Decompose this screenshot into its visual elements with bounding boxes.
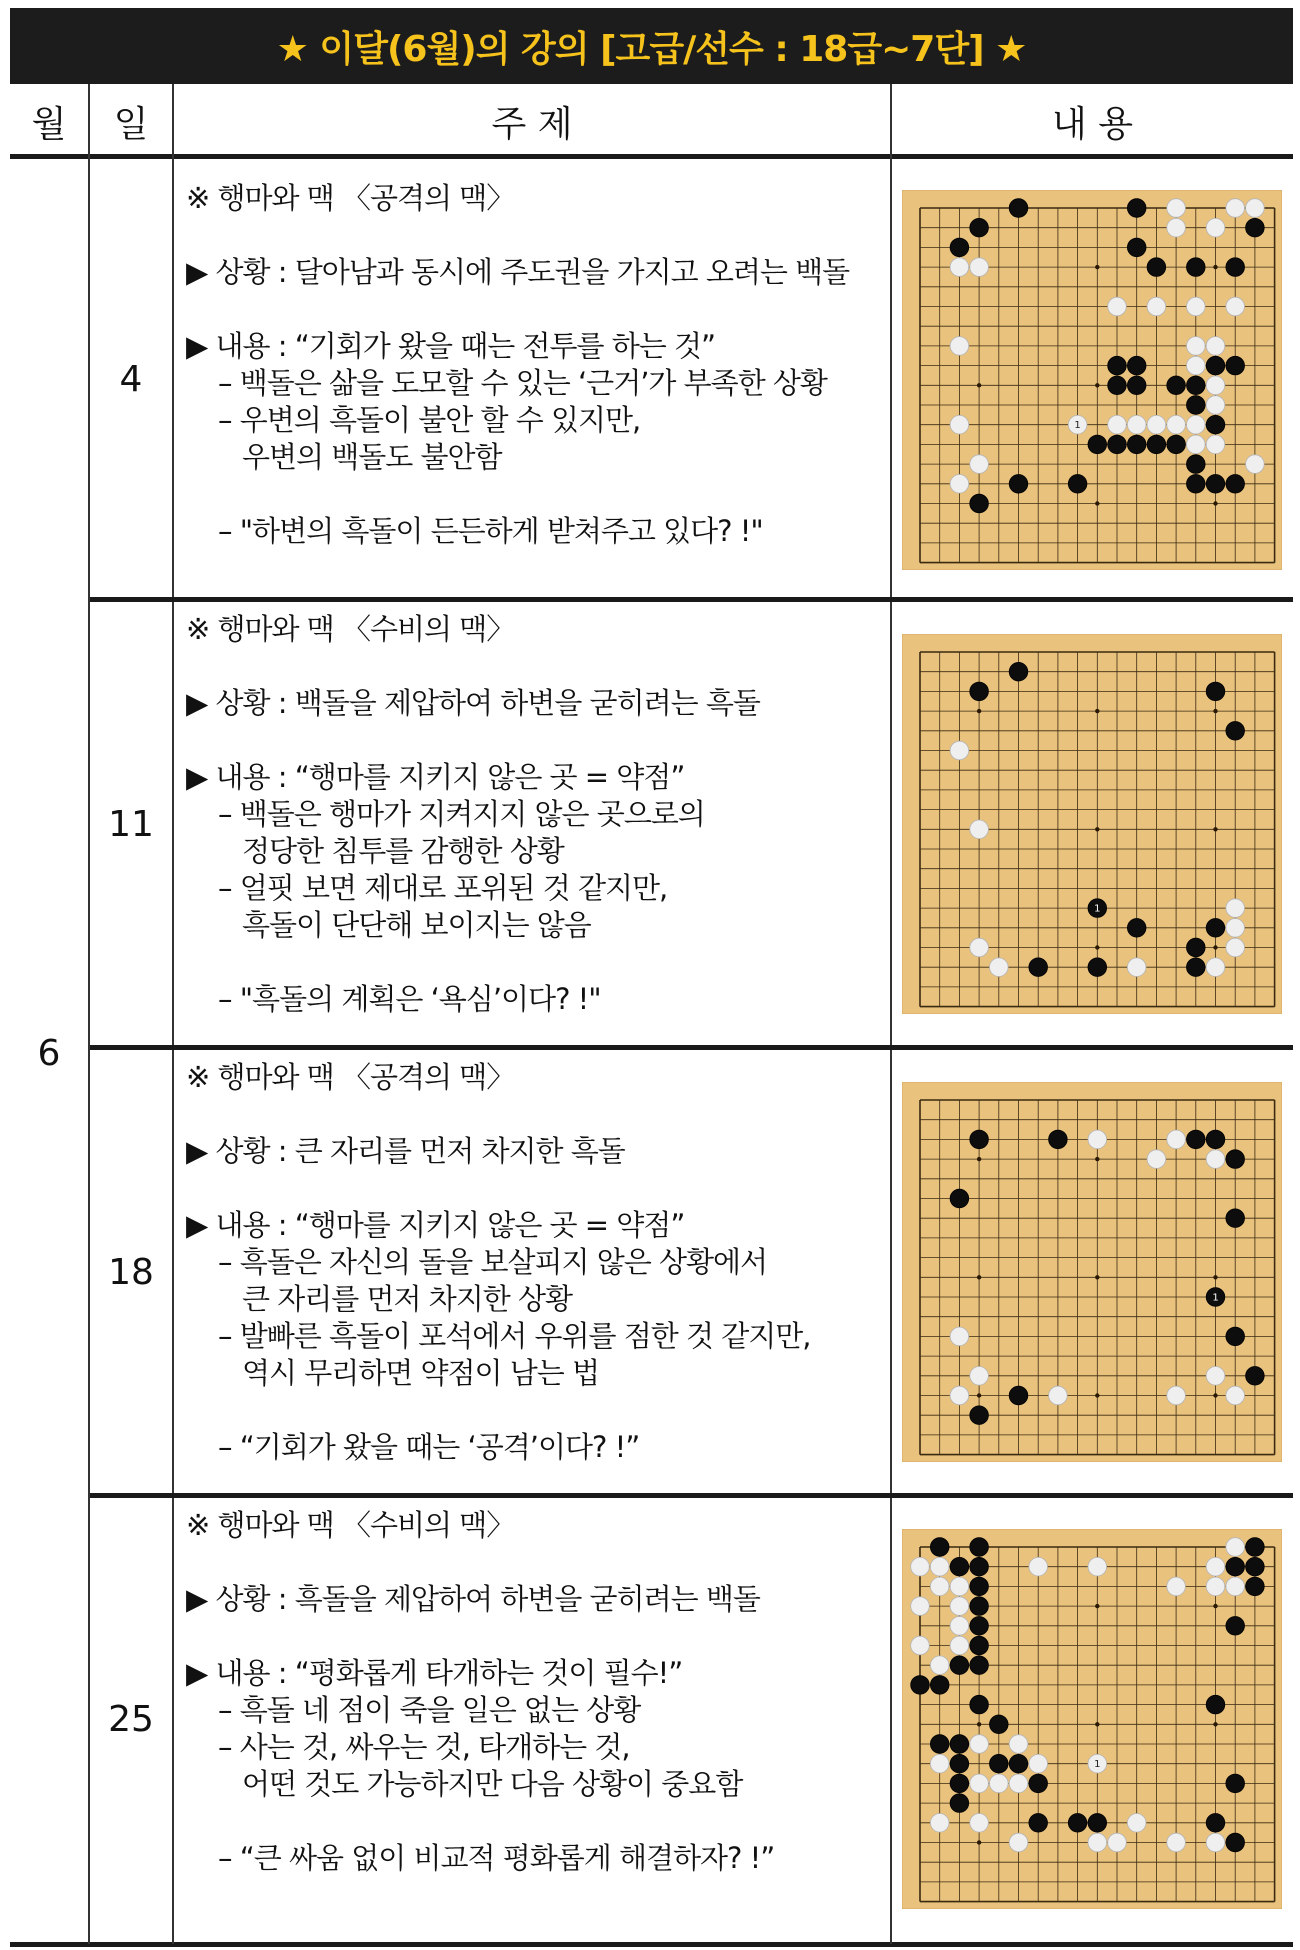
star-point	[1095, 383, 1099, 387]
white-stone	[1226, 938, 1245, 957]
black-stone	[1029, 958, 1048, 977]
white-stone	[1167, 1577, 1186, 1596]
white-stone	[911, 1557, 930, 1576]
white-stone	[1147, 1150, 1166, 1169]
white-stone	[1206, 1367, 1225, 1386]
white-stone	[950, 257, 969, 276]
black-stone	[1187, 257, 1206, 276]
black-stone	[1009, 198, 1028, 217]
white-stone	[1226, 198, 1245, 217]
black-stone	[1068, 1814, 1087, 1833]
black-stone	[1246, 1367, 1265, 1386]
black-stone	[1049, 1130, 1068, 1149]
black-stone	[1206, 682, 1225, 701]
white-stone	[1206, 336, 1225, 355]
black-stone	[1029, 1814, 1048, 1833]
black-stone	[1127, 435, 1146, 454]
move-number: 1	[1094, 903, 1101, 915]
black-stone	[1206, 919, 1225, 938]
black-stone	[1167, 376, 1186, 395]
go-board-svg	[902, 190, 1282, 570]
star-point	[1095, 1722, 1099, 1726]
star-point	[977, 1157, 981, 1161]
text-line: ▶ 상황 : 큰 자리를 먼저 차지한 흑돌	[186, 1134, 625, 1168]
black-stone	[1206, 356, 1225, 375]
black-stone	[1206, 415, 1225, 434]
black-stone	[1226, 356, 1245, 375]
white-stone	[1029, 1754, 1048, 1773]
white-stone	[1127, 958, 1146, 977]
white-stone	[1187, 435, 1206, 454]
black-stone	[1147, 257, 1166, 276]
header-divider	[10, 154, 1293, 159]
lesson-text	[186, 180, 886, 550]
move-number: 1	[1094, 1759, 1101, 1771]
header-content: 내 용	[1052, 103, 1133, 145]
white-stone	[1206, 1833, 1225, 1852]
black-stone	[1226, 1617, 1245, 1636]
white-stone	[970, 820, 989, 839]
star-point	[977, 709, 981, 713]
black-stone	[1009, 1386, 1028, 1405]
black-stone	[970, 682, 989, 701]
blank-line	[186, 476, 886, 513]
black-stone	[1029, 1774, 1048, 1793]
black-stone	[930, 1676, 949, 1695]
text-line: ▶ 상황 : 달아남과 동시에 주도권을 가지고 오려는 백돌	[186, 255, 850, 289]
black-stone	[1246, 218, 1265, 237]
black-stone	[990, 1715, 1009, 1734]
black-stone	[1206, 1130, 1225, 1149]
star-point	[977, 383, 981, 387]
star-point	[1095, 1393, 1099, 1397]
text-line: ※ 행마와 맥 〈공격의 맥〉	[186, 181, 515, 215]
text-line: ▶ 내용 : “기회가 왔을 때는 전투를 하는 것”	[186, 329, 716, 363]
white-stone	[1009, 1735, 1028, 1754]
white-stone	[1187, 415, 1206, 434]
black-stone	[950, 1189, 969, 1208]
white-stone	[1206, 376, 1225, 395]
white-stone	[950, 1577, 969, 1596]
white-stone	[1167, 218, 1186, 237]
text-line: 흑돌이 단단해 보이지는 않음	[242, 908, 591, 942]
black-stone	[1226, 1327, 1245, 1346]
white-stone	[1049, 1386, 1068, 1405]
text-line: – "흑돌의 계획은 ‘욕심’이다? !"	[218, 982, 601, 1016]
black-stone	[1206, 1814, 1225, 1833]
go-board-diagram	[902, 1082, 1282, 1462]
black-stone	[970, 1406, 989, 1425]
black-stone	[1167, 435, 1186, 454]
black-stone	[1009, 474, 1028, 493]
black-stone	[911, 1676, 930, 1695]
white-stone	[1167, 1833, 1186, 1852]
text-line: – 백돌은 행마가 지켜지지 않은 곳으로의	[218, 797, 705, 831]
black-stone	[970, 1617, 989, 1636]
white-stone	[1167, 1386, 1186, 1405]
white-stone	[1206, 395, 1225, 414]
black-stone	[1226, 1774, 1245, 1793]
black-stone	[1088, 1814, 1107, 1833]
blank-line	[186, 722, 886, 759]
black-stone	[1187, 958, 1206, 977]
white-stone	[1206, 1557, 1225, 1576]
star-point	[1213, 264, 1217, 268]
white-stone	[1206, 218, 1225, 237]
text-line: – 얼핏 보면 제대로 포위된 것 같지만,	[218, 871, 668, 905]
black-stone	[1246, 1577, 1265, 1596]
blank-line	[186, 1096, 886, 1133]
white-stone	[1206, 1577, 1225, 1596]
star-point	[1095, 709, 1099, 713]
text-line: ※ 행마와 맥 〈공격의 맥〉	[186, 1060, 515, 1094]
blank-line	[186, 648, 886, 685]
blank-line	[186, 1618, 886, 1655]
go-board-diagram	[902, 1529, 1282, 1909]
white-stone	[1187, 356, 1206, 375]
white-stone	[1246, 454, 1265, 473]
white-stone	[1009, 1833, 1028, 1852]
white-stone	[1187, 336, 1206, 355]
text-line: ※ 행마와 맥 〈수비의 맥〉	[186, 1508, 515, 1542]
white-stone	[1167, 415, 1186, 434]
text-line: – 사는 것, 싸우는 것, 타개하는 것,	[218, 1730, 630, 1764]
text-line: 큰 자리를 먼저 차지한 상황	[242, 1282, 573, 1316]
text-line: 역시 무리하면 약점이 남는 법	[242, 1356, 600, 1390]
white-stone	[970, 1367, 989, 1386]
black-stone	[970, 1656, 989, 1675]
black-stone	[1226, 1833, 1245, 1852]
black-stone	[970, 1695, 989, 1714]
star-point	[1095, 501, 1099, 505]
white-stone	[1108, 297, 1127, 316]
white-stone	[1226, 1538, 1245, 1557]
white-stone	[950, 1327, 969, 1346]
white-stone	[1108, 415, 1127, 434]
text-line: ▶ 내용 : “행마를 지키지 않은 곳 = 약점”	[186, 760, 685, 794]
black-stone	[1088, 435, 1107, 454]
row-divider	[90, 597, 1293, 602]
black-stone	[1187, 938, 1206, 957]
white-stone	[1029, 1557, 1048, 1576]
black-stone	[1009, 1754, 1028, 1773]
blank-line	[186, 217, 886, 254]
row-divider	[90, 1045, 1293, 1050]
black-stone	[1226, 722, 1245, 741]
white-stone	[1226, 1577, 1245, 1596]
star-point	[1095, 1275, 1099, 1279]
black-stone	[1068, 474, 1087, 493]
day-cell: 11	[108, 803, 154, 845]
star-point	[1095, 264, 1099, 268]
text-line: ▶ 상황 : 흑돌을 제압하여 하변을 굳히려는 백돌	[186, 1582, 760, 1616]
lesson-text	[186, 1059, 886, 1466]
black-stone	[1246, 1557, 1265, 1576]
black-stone	[950, 1735, 969, 1754]
black-stone	[1226, 1209, 1245, 1228]
black-stone	[970, 494, 989, 513]
black-stone	[1187, 395, 1206, 414]
blank-line	[186, 1544, 886, 1581]
black-stone	[1226, 474, 1245, 493]
blank-line	[186, 944, 886, 981]
column-divider	[890, 84, 892, 1944]
text-line: ▶ 내용 : “평화롭게 타개하는 것이 필수!”	[186, 1656, 683, 1690]
lecture-schedule	[10, 8, 1293, 1948]
white-stone	[1187, 297, 1206, 316]
header-day: 일	[90, 84, 173, 158]
go-board-svg	[902, 1082, 1282, 1462]
white-stone	[911, 1636, 930, 1655]
star-point	[1213, 1393, 1217, 1397]
black-stone	[1127, 356, 1146, 375]
white-stone	[950, 336, 969, 355]
white-stone	[1127, 1814, 1146, 1833]
text-line: – 흑돌은 자신의 돌을 보살피지 않은 상황에서	[218, 1245, 768, 1279]
black-stone	[1206, 474, 1225, 493]
text-line: 우변의 백돌도 불안함	[242, 440, 502, 474]
day-cell: 4	[119, 359, 143, 400]
month-cell: 6	[37, 1032, 61, 1074]
black-stone	[970, 1636, 989, 1655]
white-stone	[970, 1774, 989, 1793]
white-stone	[1108, 1833, 1127, 1852]
white-stone	[970, 454, 989, 473]
white-stone	[1206, 1150, 1225, 1169]
black-stone	[1187, 1130, 1206, 1149]
black-stone	[950, 1754, 969, 1773]
black-stone	[970, 1577, 989, 1596]
star-point	[1095, 1604, 1099, 1608]
black-stone	[970, 1130, 989, 1149]
star-point	[977, 1722, 981, 1726]
text-line: – 흑돌 네 점이 죽을 일은 없는 상황	[218, 1693, 641, 1727]
black-stone	[930, 1538, 949, 1557]
white-stone	[930, 1656, 949, 1675]
star-point	[1213, 945, 1217, 949]
star-point	[1213, 709, 1217, 713]
text-line: – 발빠른 흑돌이 포석에서 우위를 점한 것 같지만,	[218, 1319, 811, 1353]
star-point	[1213, 501, 1217, 505]
white-stone	[1226, 297, 1245, 316]
black-stone	[1187, 474, 1206, 493]
black-stone	[1108, 435, 1127, 454]
white-stone	[990, 958, 1009, 977]
white-stone	[1226, 1386, 1245, 1405]
white-stone	[1206, 958, 1225, 977]
star-point	[1213, 1604, 1217, 1608]
lesson-text	[186, 611, 886, 1018]
white-stone	[950, 741, 969, 760]
black-stone	[1226, 1150, 1245, 1169]
text-line: ※ 행마와 맥 〈수비의 맥〉	[186, 612, 515, 646]
text-line: 정당한 침투를 감행한 상황	[242, 834, 564, 868]
go-board-svg	[902, 1529, 1282, 1909]
text-line: ▶ 상황 : 백돌을 제압하여 하변을 굳히려는 흑돌	[186, 686, 760, 720]
white-stone	[970, 257, 989, 276]
blank-line	[186, 291, 886, 328]
bottom-border	[10, 1942, 1293, 1947]
lesson-text	[186, 1507, 886, 1877]
black-stone	[970, 1597, 989, 1616]
white-stone	[1147, 297, 1166, 316]
white-stone	[970, 1735, 989, 1754]
black-stone	[1226, 257, 1245, 276]
white-stone	[1147, 415, 1166, 434]
white-stone	[930, 1577, 949, 1596]
black-stone	[950, 1774, 969, 1793]
white-stone	[950, 474, 969, 493]
white-stone	[911, 1597, 930, 1616]
white-stone	[990, 1774, 1009, 1793]
black-stone	[950, 1656, 969, 1675]
black-stone	[970, 1538, 989, 1557]
black-stone	[1127, 198, 1146, 217]
text-line: – 우변의 흑돌이 불안 할 수 있지만,	[218, 403, 641, 437]
star-point	[1213, 1722, 1217, 1726]
move-number: 1	[1212, 1292, 1219, 1304]
black-stone	[1187, 376, 1206, 395]
star-point	[977, 1275, 981, 1279]
white-stone	[1246, 198, 1265, 217]
white-stone	[1167, 198, 1186, 217]
text-line: – “기회가 왔을 때는 ‘공격’이다? !”	[218, 1430, 640, 1464]
white-stone	[1088, 1833, 1107, 1852]
white-stone	[1226, 919, 1245, 938]
black-stone	[1108, 356, 1127, 375]
header-month: 월	[10, 84, 89, 158]
white-stone	[1127, 415, 1146, 434]
white-stone	[950, 1597, 969, 1616]
black-stone	[950, 1557, 969, 1576]
black-stone	[1088, 958, 1107, 977]
black-stone	[970, 1557, 989, 1576]
black-stone	[1187, 454, 1206, 473]
white-stone	[1167, 1130, 1186, 1149]
move-number: 1	[1074, 419, 1081, 431]
text-line: – “큰 싸움 없이 비교적 평화롭게 해결하자? !”	[218, 1841, 775, 1875]
text-line: – "하변의 흑돌이 든든하게 받쳐주고 있다? !"	[218, 514, 763, 548]
white-stone	[1009, 1774, 1028, 1793]
black-stone	[1127, 238, 1146, 257]
white-stone	[970, 1814, 989, 1833]
star-point	[1213, 827, 1217, 831]
white-stone	[930, 1754, 949, 1773]
black-stone	[1206, 1695, 1225, 1714]
black-stone	[990, 1754, 1009, 1773]
star-point	[977, 1840, 981, 1844]
white-stone	[930, 1557, 949, 1576]
black-stone	[1127, 376, 1146, 395]
text-line: 어떤 것도 가능하지만 다음 상황이 중요함	[242, 1767, 743, 1801]
white-stone	[1088, 1557, 1107, 1576]
white-stone	[950, 1386, 969, 1405]
black-stone	[1246, 1538, 1265, 1557]
column-divider	[172, 84, 174, 1944]
star-point	[1095, 1157, 1099, 1161]
star-point	[977, 1393, 981, 1397]
black-stone	[1009, 662, 1028, 681]
white-stone	[970, 938, 989, 957]
blank-line	[186, 1803, 886, 1840]
go-board-diagram	[902, 190, 1282, 570]
star-point	[1095, 827, 1099, 831]
white-stone	[950, 415, 969, 434]
text-line: ▶ 내용 : “행마를 지키지 않은 곳 = 약점”	[186, 1208, 685, 1242]
star-point	[1213, 1275, 1217, 1279]
white-stone	[950, 1636, 969, 1655]
star-point	[1095, 945, 1099, 949]
go-board-diagram	[902, 634, 1282, 1014]
blank-line	[186, 1170, 886, 1207]
day-cell: 18	[108, 1251, 154, 1293]
black-stone	[970, 218, 989, 237]
page-title: ★ 이달(6월)의 강의 [고급/선수 : 18급~7단] ★	[10, 8, 1293, 84]
white-stone	[1226, 899, 1245, 918]
row-divider	[90, 1493, 1293, 1498]
text-line: – 백돌은 삶을 도모할 수 있는 ‘근거’가 부족한 상황	[218, 366, 827, 400]
black-stone	[930, 1735, 949, 1754]
black-stone	[950, 238, 969, 257]
white-stone	[950, 1617, 969, 1636]
black-stone	[1226, 1557, 1245, 1576]
white-stone	[1088, 1130, 1107, 1149]
black-stone	[1108, 376, 1127, 395]
black-stone	[1147, 435, 1166, 454]
blank-line	[186, 1392, 886, 1429]
white-stone	[930, 1814, 949, 1833]
header-topic: 주 제	[174, 84, 891, 158]
day-cell: 25	[108, 1698, 154, 1740]
black-stone	[950, 1794, 969, 1813]
white-stone	[1206, 435, 1225, 454]
black-stone	[1127, 919, 1146, 938]
go-board-svg	[902, 634, 1282, 1014]
